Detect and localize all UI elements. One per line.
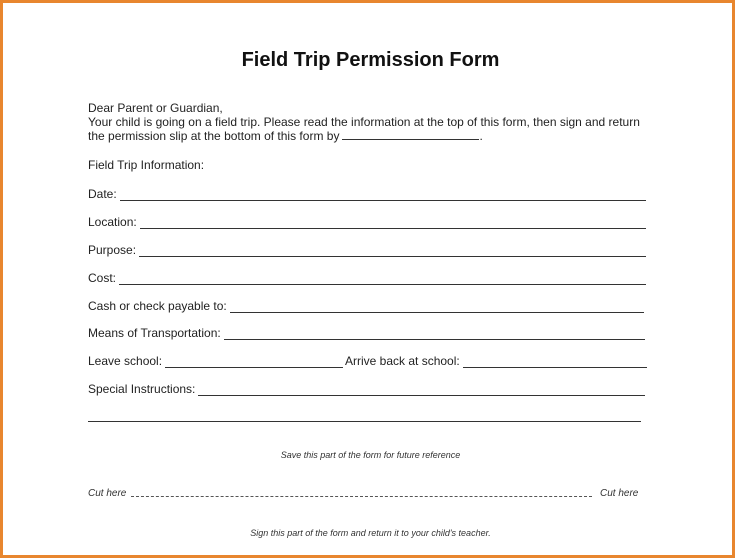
purpose-field[interactable] [88, 241, 646, 257]
intro-line-1: Your child is going on a field trip. Please read the information at the top of this form, then sign and return [88, 115, 640, 129]
intro-line-2-prefix: the permission slip at the bottom of this form by [88, 129, 340, 143]
intro-paragraph [88, 101, 658, 143]
leave-school-line[interactable] [165, 355, 343, 368]
cost-line[interactable] [119, 272, 646, 285]
intro-line-2-suffix: . [479, 129, 483, 143]
date-label: Date: [88, 187, 117, 201]
special-instructions-label: Special Instructions: [88, 382, 196, 396]
payable-line[interactable] [230, 300, 644, 313]
leave-school-field[interactable] [88, 352, 343, 368]
date-field[interactable] [88, 185, 646, 201]
intro-line-2 [88, 129, 658, 143]
date-line[interactable] [120, 188, 646, 201]
cut-here-left: Cut here [88, 488, 127, 499]
purpose-label: Purpose: [88, 243, 137, 257]
location-label: Location: [88, 215, 137, 229]
cut-here-right: Cut here [600, 488, 639, 499]
transport-line[interactable] [224, 327, 645, 340]
leave-school-label: Leave school: [88, 354, 163, 368]
payable-field[interactable] [88, 297, 644, 313]
form-title: Field Trip Permission Form [241, 49, 500, 71]
special-instructions-extra-line[interactable] [88, 421, 641, 422]
arrive-back-line[interactable] [463, 355, 647, 368]
arrive-back-label: Arrive back at school: [345, 354, 460, 368]
sign-note: Sign this part of the form and return it to your child's teacher. [250, 528, 491, 538]
cost-label: Cost: [88, 271, 117, 285]
special-instructions-field[interactable] [88, 380, 645, 396]
return-date-blank[interactable] [342, 129, 479, 140]
transport-label: Means of Transportation: [88, 326, 221, 340]
cost-field[interactable] [88, 269, 646, 285]
purpose-line[interactable] [139, 244, 646, 257]
cut-line [131, 496, 592, 497]
arrive-back-field[interactable] [345, 352, 647, 368]
greeting-text: Dear Parent or Guardian, [88, 101, 223, 115]
payable-label: Cash or check payable to: [88, 299, 227, 313]
location-field[interactable] [88, 213, 646, 229]
save-note: Save this part of the form for future reference [280, 450, 461, 460]
location-line[interactable] [140, 216, 646, 229]
transport-field[interactable] [88, 324, 645, 340]
section-heading: Field Trip Information: [88, 158, 205, 172]
special-instructions-line[interactable] [198, 383, 645, 396]
